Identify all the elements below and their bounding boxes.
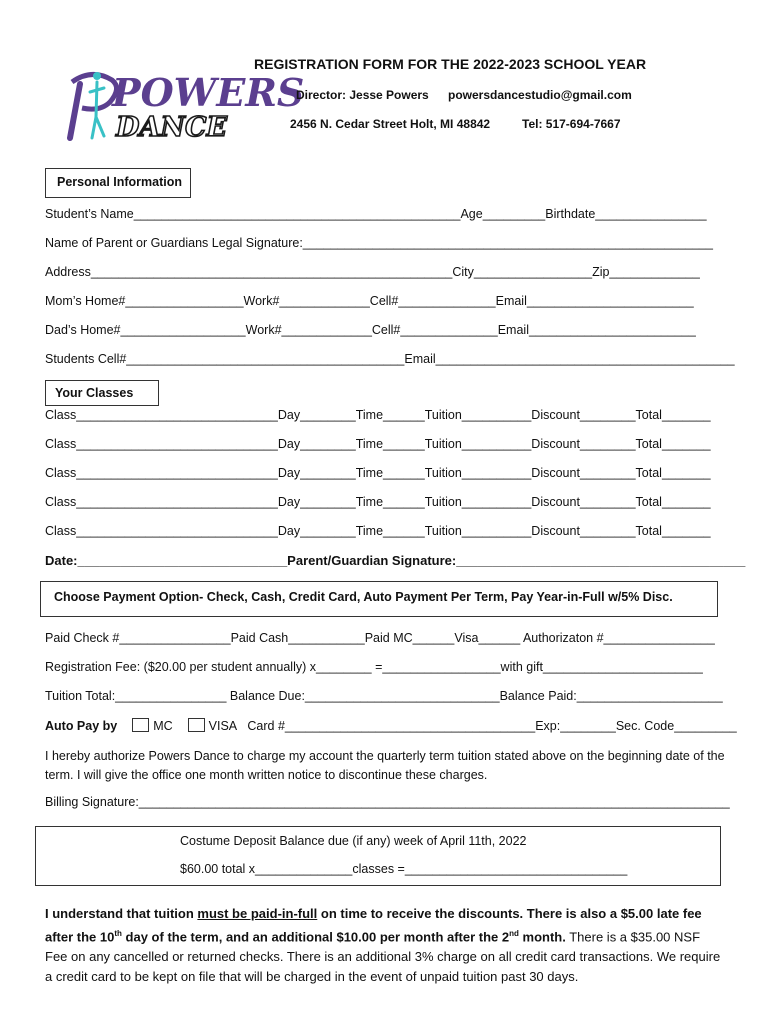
tuition-total-field[interactable]: Tuition Total:________________ Balance Due:____________________________Balance Paid:_____________________ [45, 689, 723, 703]
dad-phone-field[interactable]: Dad’s Home#__________________Work#_____________Cell#______________Email________________________ [45, 323, 696, 337]
mom-phone-field[interactable]: Mom’s Home#_________________Work#_____________Cell#______________Email________________________ [45, 294, 694, 308]
studio-email[interactable]: powersdancestudio@gmail.com [448, 88, 632, 102]
class-row[interactable]: Class_____________________________Day________Time______Tuition__________Discount________Total_______ [45, 524, 711, 538]
authorization-text: I hereby authorize Powers Dance to charge my account the quarterly term tuition stated above on the beginning date of the term. I will give the office one month written notice to discontinue these charges. [45, 749, 725, 782]
mc-checkbox[interactable] [132, 718, 149, 732]
form-title: REGISTRATION FORM FOR THE 2022-2023 SCHOOL YEAR [254, 56, 647, 72]
visa-checkbox[interactable] [188, 718, 205, 732]
payment-option-heading: Choose Payment Option- Check, Cash, Credit Card, Auto Payment Per Term, Pay Year-in-Full w/5% Disc. [54, 590, 673, 604]
policy-normal-text: There is a $35.00 NSF Fee on any cancelled or returned checks. There is an additional 3% charge on all credit card transactions. We require a credit card to be kept on file that will be charged in the event of unpaid tuition past 30 days. [45, 929, 721, 985]
logo-dance-text: DANCE [116, 112, 228, 143]
card-number-field[interactable]: Card #____________________________________Exp:________Sec. Code_________ [247, 719, 737, 733]
personal-info-heading: Personal Information [57, 175, 183, 189]
policy-sup-nd: nd [509, 929, 519, 938]
student-name-field[interactable]: Student’s Name_______________________________________________Age_________Birthdate________________ [45, 207, 707, 221]
registration-fee-field[interactable]: Registration Fee: ($20.00 per student annually) x________ =_________________with gift_______________________ [45, 660, 703, 674]
tuition-policy-text [45, 904, 725, 987]
powers-dance-logo [52, 62, 305, 144]
auto-pay-row [45, 718, 737, 733]
policy-bold-mid: on time to receive the discounts. There is also a $5.00 late fee after the 10 [45, 906, 702, 945]
mc-label: MC [153, 719, 173, 733]
class-row[interactable]: Class_____________________________Day________Time______Tuition__________Discount________Total_______ [45, 408, 711, 422]
class-row[interactable]: Class_____________________________Day________Time______Tuition__________Discount________Total_______ [45, 437, 711, 451]
policy-underlined: must be paid-in-full [197, 906, 318, 921]
visa-label: VISA [208, 719, 237, 733]
parent-signature-field[interactable]: Name of Parent or Guardians Legal Signature:___________________________________________________________ [45, 236, 713, 250]
policy-sup-th: th [114, 929, 122, 938]
your-classes-heading: Your Classes [55, 386, 134, 400]
address-field[interactable]: Address____________________________________________________City_________________Zip_____________ [45, 265, 700, 279]
auto-pay-label: Auto Pay by [45, 719, 118, 733]
costume-total-field[interactable]: $60.00 total x______________classes =________________________________ [180, 862, 628, 876]
logo-powers-text: POWERS [112, 70, 305, 115]
studio-address: 2456 N. Cedar Street Holt, MI 48842 [290, 117, 491, 131]
billing-signature-field[interactable]: Billing Signature:_____________________________________________________________________________________ [45, 795, 730, 809]
director-text: Director: Jesse Powers [296, 88, 429, 102]
class-row[interactable]: Class_____________________________Day________Time______Tuition__________Discount________Total_______ [45, 495, 711, 509]
policy-bold-end: month. [518, 929, 566, 945]
paid-method-field[interactable]: Paid Check #________________Paid Cash___________Paid MC______Visa______ Authorizaton #________________ [45, 631, 715, 645]
policy-bold-start: I understand that tuition [45, 906, 198, 921]
costume-deposit-text: Costume Deposit Balance due (if any) week of April 11th, 2022 [180, 834, 527, 848]
class-row[interactable]: Class_____________________________Day________Time______Tuition__________Discount________Total_______ [45, 466, 711, 480]
date-signature-field[interactable]: Date:_____________________________Parent/Guardian Signature:________________________________________ [45, 553, 746, 568]
student-cell-field[interactable]: Students Cell#________________________________________Email___________________________________________ [45, 352, 735, 366]
policy-bold-mid2: day of the term, and an additional $10.00 per month after the 2 [121, 929, 510, 945]
studio-phone: Tel: 517-694-7667 [522, 117, 621, 131]
